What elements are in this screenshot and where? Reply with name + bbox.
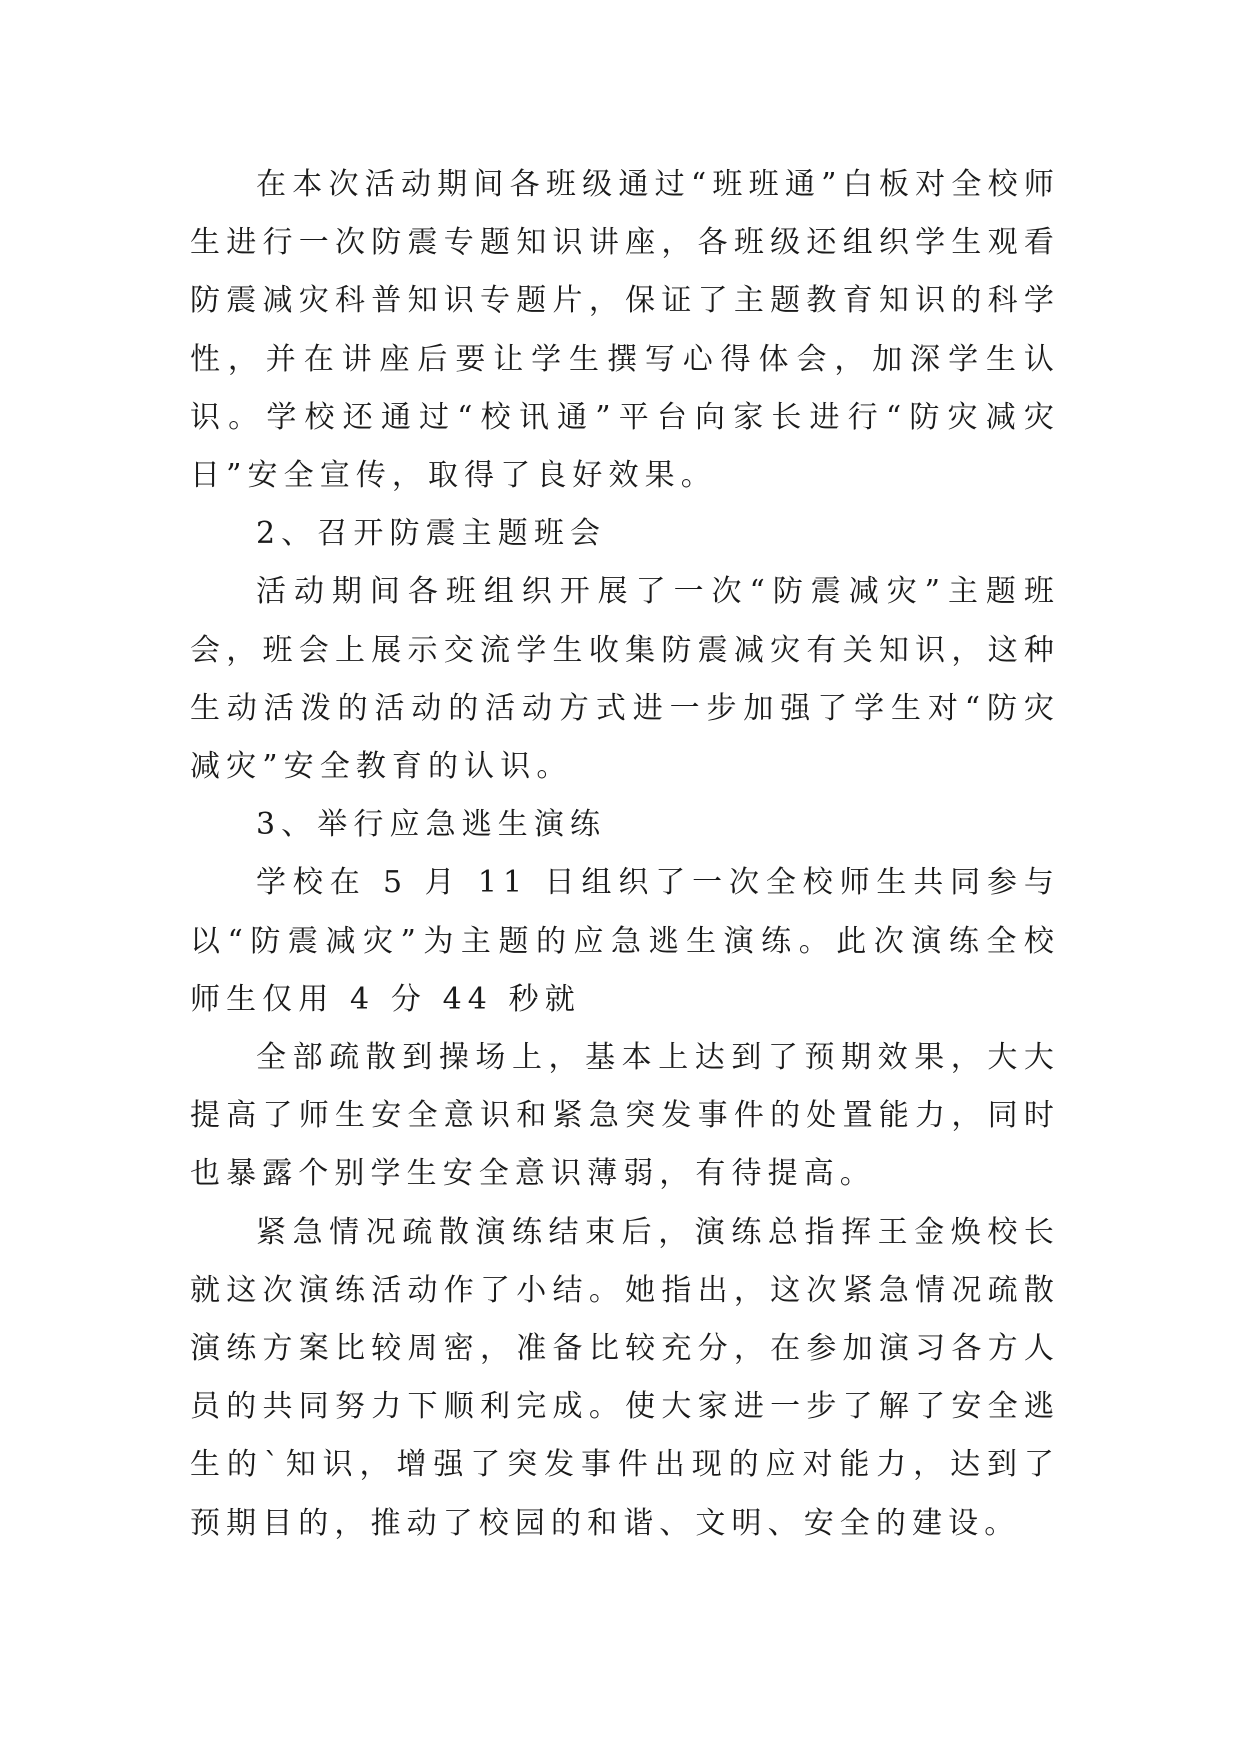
paragraph-drill: 学校在 5 月 11 日组织了一次全校师生共同参与以“防震减灾”为主题的应急逃生演练。此次演练全校师生仅用 4 分 44 秒就 — [190, 865, 1060, 1017]
document-body — [190, 156, 1060, 1553]
paragraph-class-meeting: 活动期间各班组织开展了一次“防震减灾”主题班会，班会上展示交流学生收集防震减灾有关知识，这种生动活泼的活动的活动方式进一步加强了学生对“防灾减灾”安全教育的认识。 — [190, 574, 1060, 785]
section-heading-drill: 3、举行应急逃生演练 — [256, 807, 607, 843]
paragraph-evacuation: 全部疏散到操场上，基本上达到了预期效果，大大提高了师生安全意识和紧急突发事件的处置能力，同时也暴露个别学生安全意识薄弱，有待提高。 — [190, 1040, 1060, 1192]
section-heading-class-meeting: 2、召开防震主题班会 — [256, 516, 607, 552]
paragraph-class-lecture: 在本次活动期间各班级通过“班班通”白板对全校师生进行一次防震专题知识讲座，各班级还组织学生观看防震减灾科普知识专题片，保证了主题教育知识的科学性，并在讲座后要让学生撰写心得体会，加深学生认识。学校还通过“校讯通”平台向家长进行“防灾减灾日”安全宣传，取得了良好效果。 — [190, 167, 1060, 494]
paragraph-summary: 紧急情况疏散演练结束后，演练总指挥王金焕校长就这次演练活动作了小结。她指出，这次紧急情况疏散演练方案比较周密，准备比较充分，在参加演习各方人员的共同努力下顺利完成。使大家进一步了解了安全逃生的`知识，增强了突发事件出现的应对能力，达到了预期目的，推动了校园的和谐、文明、安全的建设。 — [190, 1214, 1060, 1541]
